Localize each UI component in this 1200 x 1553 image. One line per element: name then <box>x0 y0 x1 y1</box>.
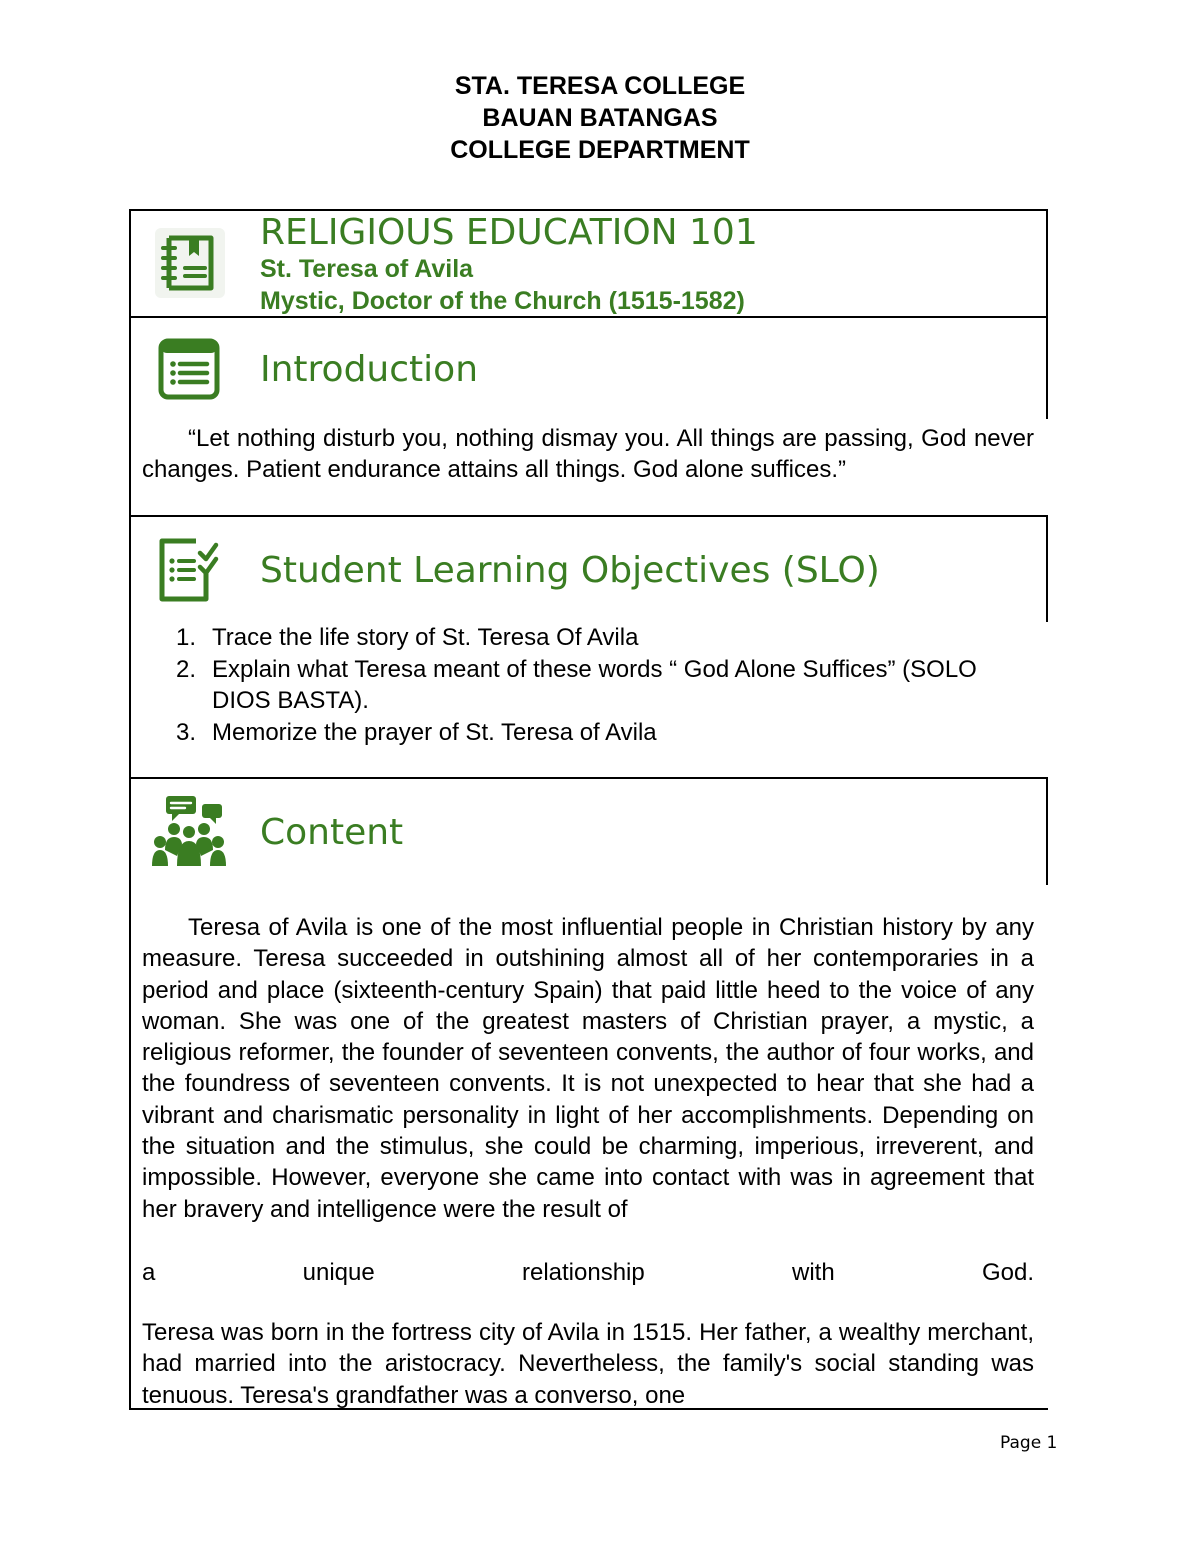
department-name: COLLEGE DEPARTMENT <box>450 136 750 164</box>
rule-right-1 <box>1046 209 1048 419</box>
book-icon <box>155 228 225 298</box>
rule-right-2 <box>1046 515 1048 622</box>
school-location: BAUAN BATANGAS <box>482 104 718 132</box>
introduction-heading: Introduction <box>260 349 479 390</box>
list-item: 1. Trace the life story of St. Teresa Of Avila <box>176 624 639 651</box>
introduction-quote <box>142 423 1034 486</box>
content-paragraph-2: Teresa was born in the fortress city of Avila in 1515. Her father, a wealthy merchant, had married into the aristocracy. Nevertheless, the family's social standing was tenuous. Teresa's grandfather was a converso, one <box>142 1319 1034 1409</box>
rule-row-3 <box>129 777 1048 779</box>
list-document-icon <box>158 338 220 400</box>
course-subtitle: Mystic, Doctor of the Church (1515-1582) <box>260 287 745 315</box>
content-paragraph-1-last-line: a unique relationship with God. <box>142 1259 1034 1286</box>
rule-left <box>129 209 131 1410</box>
content-paragraph-1-text: Teresa of Avila is one of the most influential people in Christian history by any measure. Teresa succeeded in outshining almost all of her contemporaries in a period and place (sixteenth-century Spain) that paid little heed to the voice of any woman. She was one of the greatest masters of Christian prayer, a mystic, a religious reformer, the founder of seventeen convents, the author of four works, and the foundress of seventeen convents. It is not unexpected to hear that she had a vibrant and charismatic personality in light of her accomplishments. Depending on the situation and the stimulus, she could be charming, imperious, irreverent, and impossible. However, everyone she came into contact with was in agreement that her bravery and intelligence were the result of <box>142 914 1034 1223</box>
school-name: STA. TERESA COLLEGE <box>454 72 746 100</box>
course-title: RELIGIOUS EDUCATION 101 <box>260 212 758 253</box>
checklist-icon <box>158 537 220 603</box>
group-discussion-icon <box>152 796 226 868</box>
objectives-list <box>142 622 1034 748</box>
content-paragraph-1 <box>142 912 1034 1225</box>
content-heading: Content <box>260 812 404 853</box>
rule-row-2 <box>129 515 1048 517</box>
objectives-heading: Student Learning Objectives (SLO) <box>260 550 880 591</box>
saint-name: St. Teresa of Avila <box>260 255 474 283</box>
page-number: Page 1 <box>1000 1433 1058 1453</box>
rule-right-3 <box>1046 777 1048 885</box>
introduction-quote-text: “Let nothing disturb you, nothing dismay you. All things are passing, God never changes. Patient endurance attains all things. God alone suffices.” <box>142 425 1034 484</box>
list-item: 2. Explain what Teresa meant of these words “ God Alone Suffices” (SOLO DIOS BASTA). <box>176 655 977 714</box>
list-item: 3. Memorize the prayer of St. Teresa of Avila <box>176 718 657 746</box>
rule-top <box>129 209 1048 211</box>
